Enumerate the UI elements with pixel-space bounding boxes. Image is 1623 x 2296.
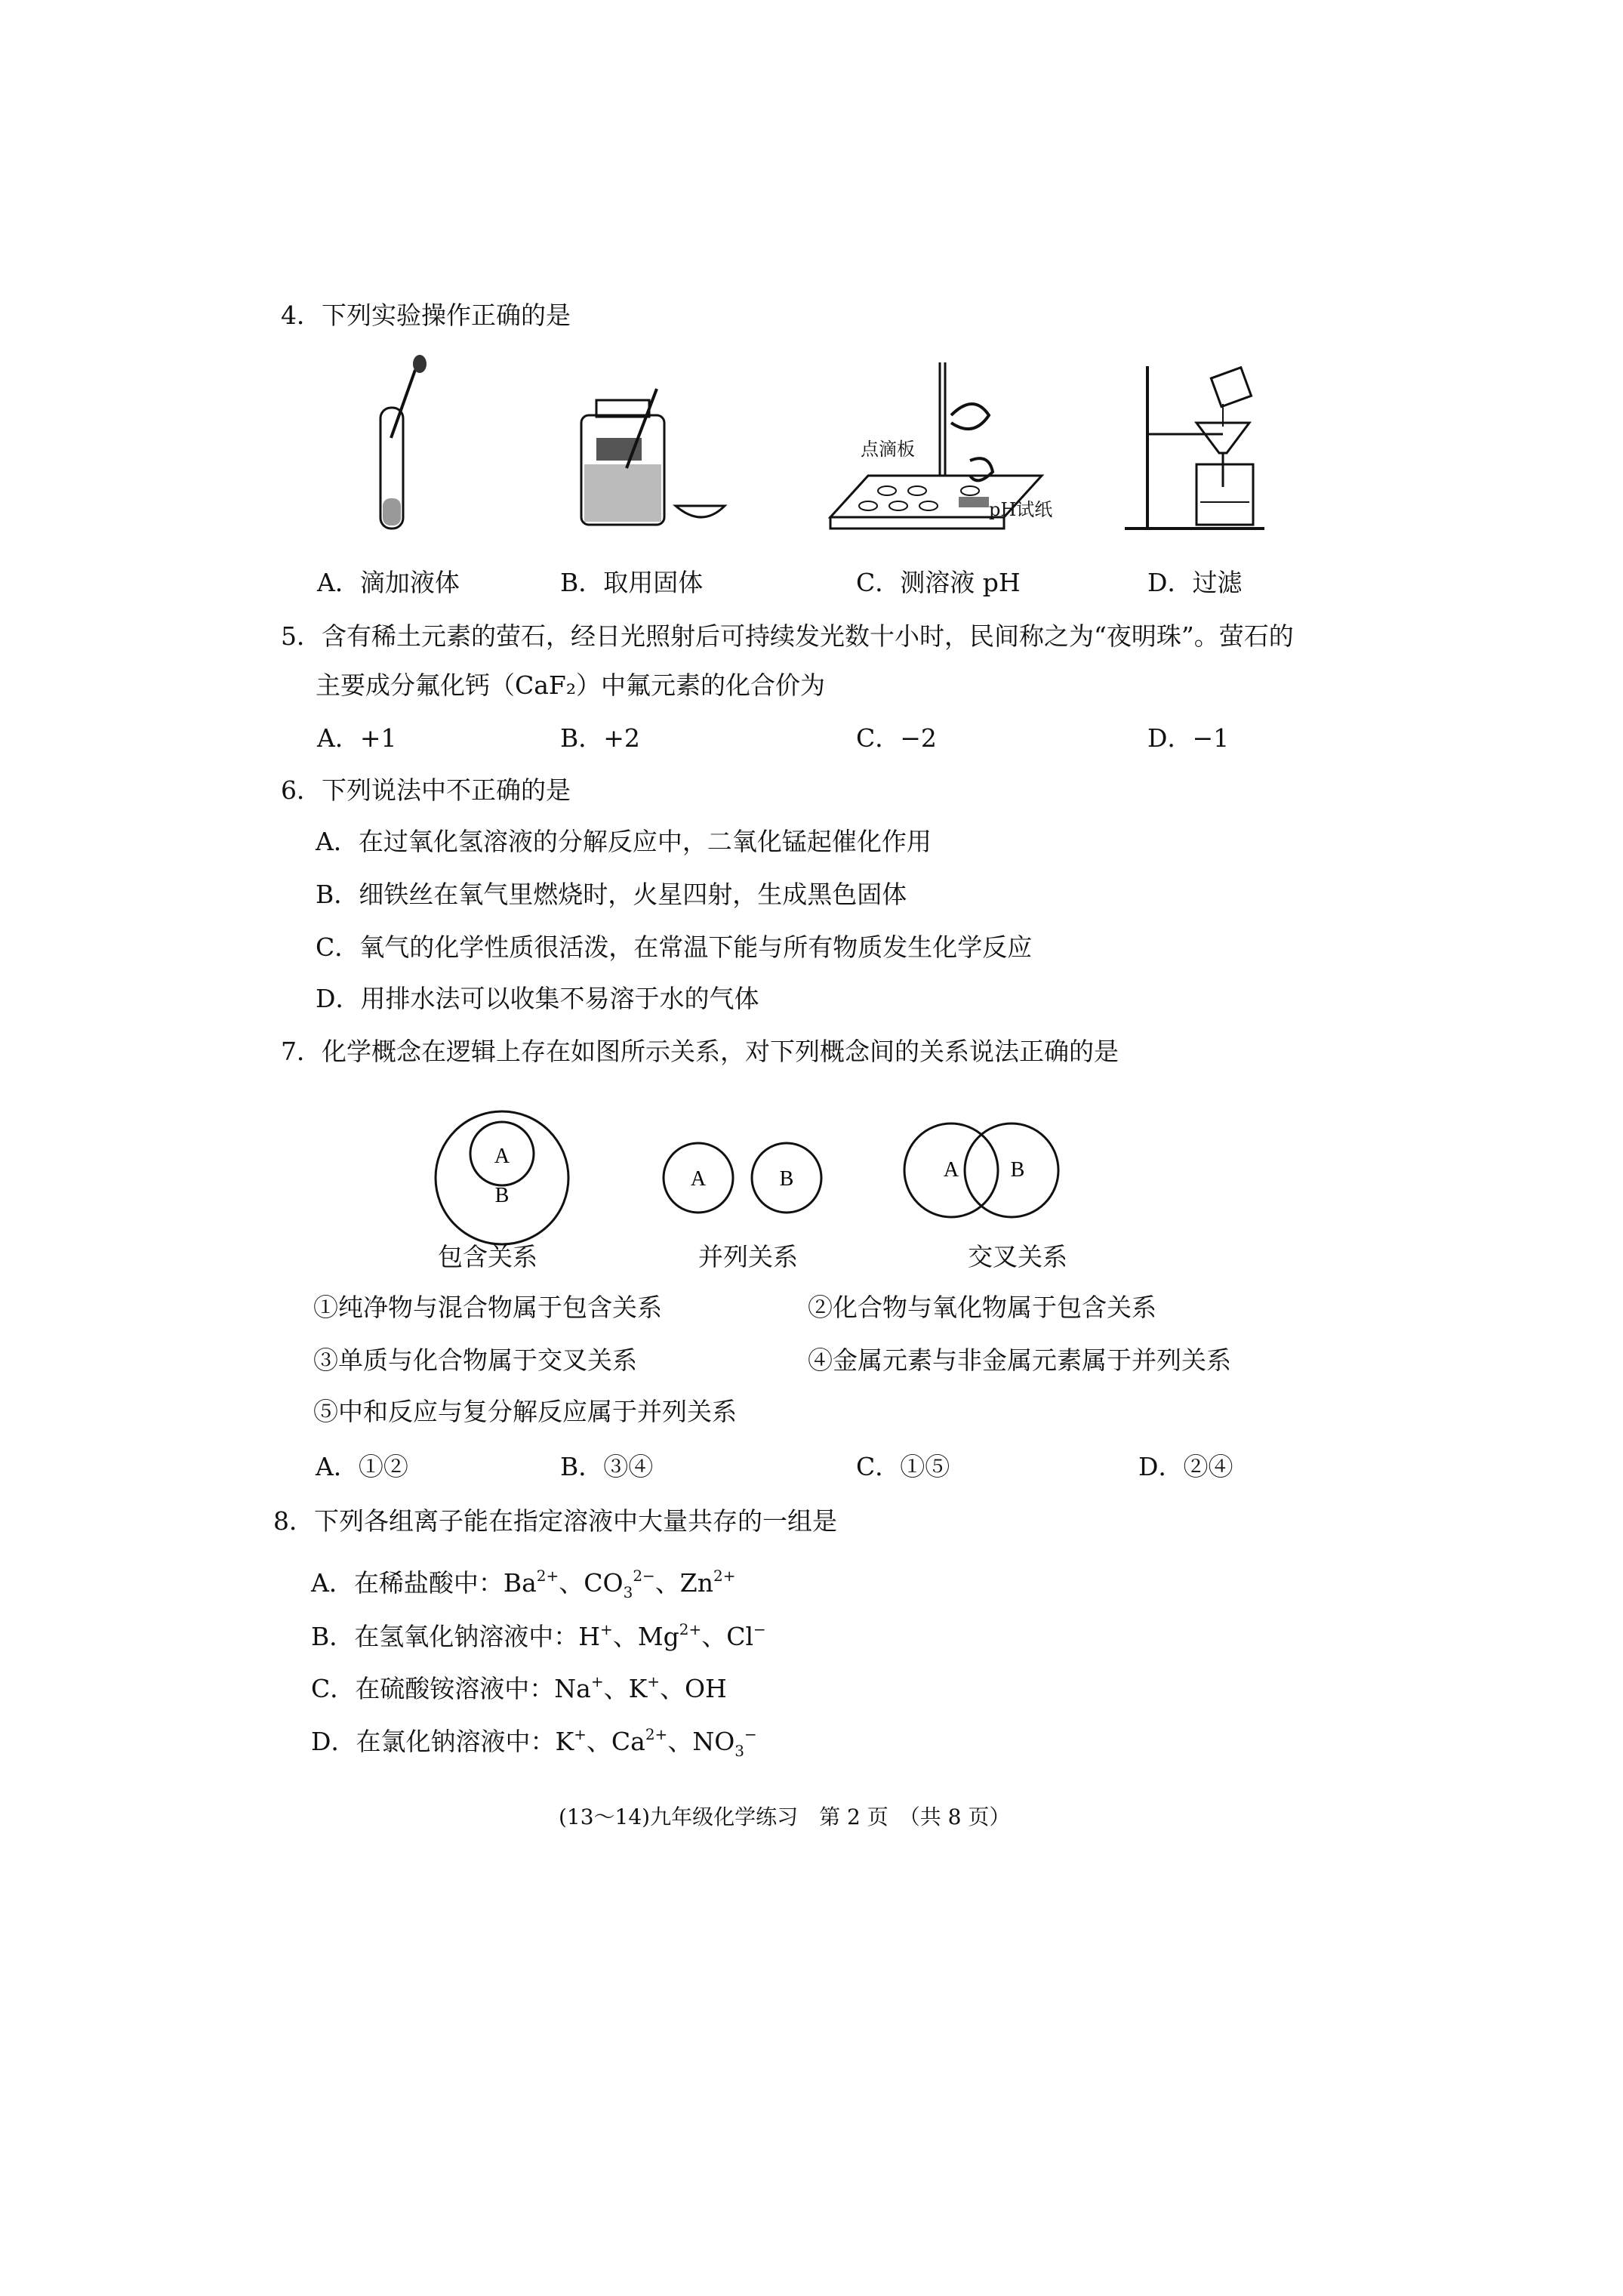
q8-stem: 8．下列各组离子能在指定溶液中大量共存的一组是 <box>273 1506 837 1536</box>
dropper-test-tube-figure <box>362 355 445 536</box>
ion: Na+ <box>554 1672 604 1703</box>
inclusion-label-a: A <box>494 1145 510 1168</box>
q6-option-a: A．在过氧化氢溶液的分解反应中，二氧化锰起催化作用 <box>316 827 932 856</box>
q8-option-b: B．在氢氧化钠溶液中：H+、$Mg^{2+}$、Cl− <box>311 1620 766 1651</box>
q4-option-a: A．滴加液体 <box>317 568 460 597</box>
q4-stem: 4．下列实验操作正确的是 <box>281 300 571 330</box>
ion: Cl− <box>726 1620 766 1651</box>
q7-option-d: D．②④ <box>1138 1452 1233 1481</box>
q8-option-prefix: A．在稀盐酸中： <box>311 1568 504 1598</box>
q8-option-prefix: B．在氢氧化钠溶液中： <box>311 1622 579 1651</box>
caption-inclusion: 包含关系 <box>438 1242 537 1271</box>
q4-option-c: C．测溶液 pH <box>856 568 1021 597</box>
q6-option-b: B．细铁丝在氧气里燃烧时，火星四射，生成黑色固体 <box>316 880 907 909</box>
intersection-label-b: B <box>1010 1158 1025 1182</box>
q5-option-c: C．−2 <box>856 723 937 753</box>
q5-option-b: B．+2 <box>560 723 640 753</box>
ion: $Ca^{2+}$ <box>611 1725 668 1756</box>
q7-statement-1: ①纯净物与混合物属于包含关系 <box>313 1293 662 1322</box>
filtration-figure <box>1125 366 1268 536</box>
ion: $Mg^{2+}$ <box>637 1620 702 1651</box>
caption-intersection: 交叉关系 <box>968 1242 1067 1271</box>
q7-statement-4: ④金属元素与非金属元素属于并列关系 <box>808 1345 1231 1375</box>
q7-statement-5: ⑤中和反应与复分解反应属于并列关系 <box>313 1397 737 1426</box>
ion: H+ <box>578 1620 613 1651</box>
inclusion-label-b: B <box>494 1184 510 1207</box>
q7-option-b: B．③④ <box>560 1452 654 1481</box>
q6-option-c: C．氧气的化学性质很活泼，在常温下能与所有物质发生化学反应 <box>316 932 1033 962</box>
q8-option-prefix: C．在硫酸铵溶液中： <box>311 1674 555 1703</box>
q7-stem: 7．化学概念在逻辑上存在如图所示关系，对下列概念间的关系说法正确的是 <box>281 1037 1119 1066</box>
q8-option-c: C．在硫酸铵溶液中：Na+、K+、OH <box>311 1672 727 1703</box>
q8-option-prefix: D．在氯化钠溶液中： <box>311 1727 556 1756</box>
bottle-spoon-figure <box>574 385 732 529</box>
ion: K+ <box>555 1725 587 1756</box>
q5-stem-line1: 5．含有稀土元素的萤石，经日光照射后可持续发光数十小时，民间称之为“夜明珠”。萤石的 <box>281 621 1294 651</box>
ion: $Zn^{2+}$ <box>679 1567 736 1598</box>
concept-relationship-diagram <box>430 1095 1185 1261</box>
q4-option-b: B．取用固体 <box>560 568 704 597</box>
parallel-label-a: A <box>690 1167 707 1191</box>
q5-option-d: D．−1 <box>1147 723 1230 753</box>
caption-parallel: 并列关系 <box>698 1242 798 1271</box>
q5-option-a: A．+1 <box>317 723 397 753</box>
q7-option-a: A．①② <box>316 1452 408 1481</box>
q7-statement-3: ③单质与化合物属于交叉关系 <box>313 1345 637 1375</box>
q8-option-a: A．在稀盐酸中：$Ba^{2+}$、$CO_3^{2-}$、$Zn^{2+}$ <box>311 1567 736 1601</box>
parallel-label-b: B <box>779 1167 794 1191</box>
q7-option-c: C．①⑤ <box>856 1452 950 1481</box>
ion: OH <box>685 1674 727 1703</box>
ion: $Ba^{2+}$ <box>503 1567 559 1598</box>
ion: $NO_3^-$ <box>692 1725 757 1760</box>
ion: $CO_3^{2-}$ <box>584 1567 655 1601</box>
spot-plate-label: 点滴板 <box>861 439 915 460</box>
q6-stem: 6．下列说法中不正确的是 <box>281 775 571 805</box>
intersection-label-a: A <box>943 1158 959 1182</box>
q5-stem-line2: 主要成分氟化钙（CaF₂）中氟元素的化合价为 <box>316 670 826 700</box>
page-footer: (13～14)九年级化学练习 第 2 页 （共 8 页） <box>559 1804 1011 1829</box>
q7-statement-2: ②化合物与氧化物属于包含关系 <box>808 1293 1156 1322</box>
ion: K+ <box>628 1672 660 1703</box>
inclusion-diagram <box>436 1111 568 1244</box>
intersection-diagram <box>904 1123 1058 1217</box>
ph-paper-label: pH试纸 <box>989 499 1053 520</box>
q6-option-d: D．用排水法可以收集不易溶于水的气体 <box>316 984 759 1013</box>
q4-option-d: D．过滤 <box>1147 568 1243 597</box>
q8-option-d: D．在氯化钠溶液中：K+、$Ca^{2+}$、$NO_3^-$ <box>311 1725 757 1760</box>
parallel-diagram <box>664 1143 821 1213</box>
